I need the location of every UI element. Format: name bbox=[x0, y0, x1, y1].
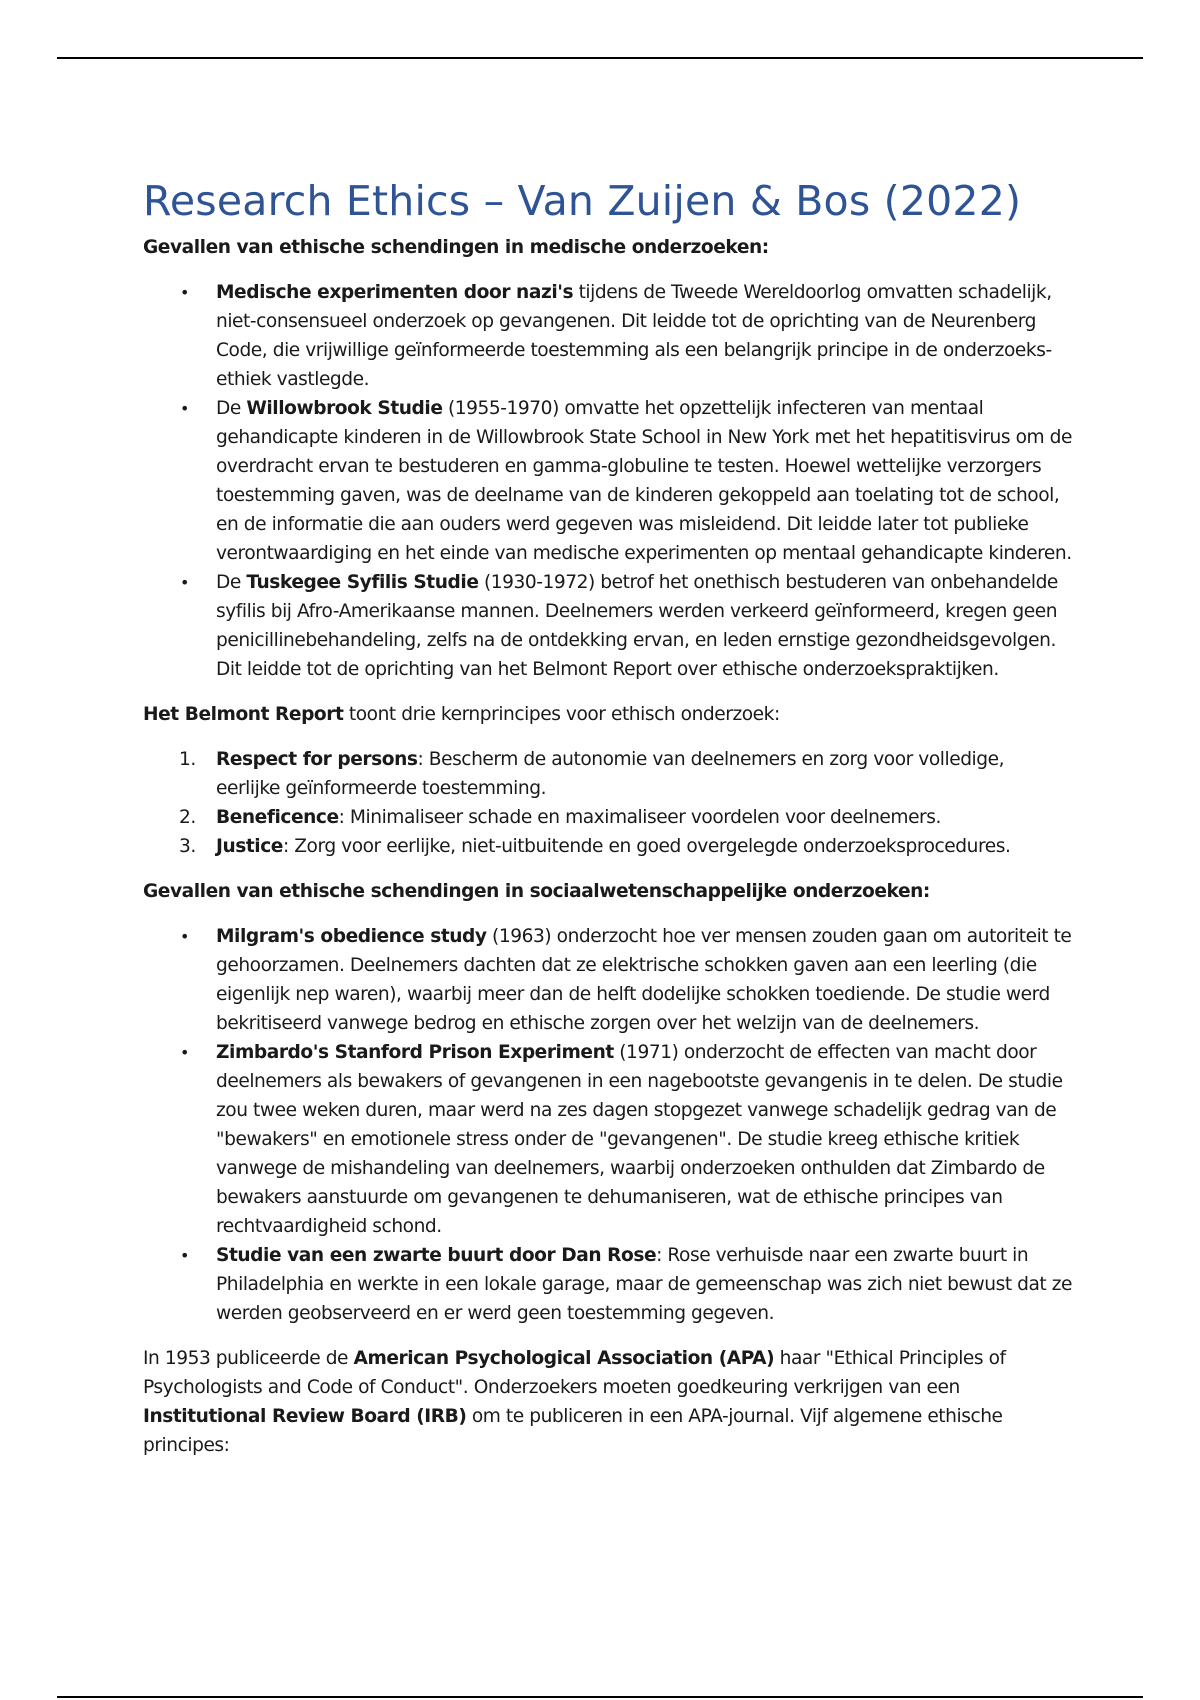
item-text: : Rose verhuisde naar een zwarte buurt in Philadelphia en werkte in een lokale garage, maar de gemeenschap was zich niet bewust dat ze werden geobserveerd en er werd geen toestemming gegeven. bbox=[216, 1245, 1073, 1324]
item-bold: Willowbrook Studie bbox=[246, 398, 443, 419]
page-top-rule bbox=[57, 57, 1143, 59]
list-item bbox=[143, 394, 1073, 568]
bullet-marker: • bbox=[180, 573, 189, 592]
document-body bbox=[143, 172, 1073, 1476]
list-item bbox=[143, 568, 1073, 684]
number-marker: 2. bbox=[179, 807, 196, 828]
item-bold: Zimbardo's Stanford Prison Experiment bbox=[216, 1042, 614, 1063]
social-cases-list bbox=[143, 922, 1073, 1328]
belmont-intro bbox=[143, 700, 1073, 729]
belmont-title: Het Belmont Report bbox=[143, 704, 344, 725]
item-prefix: De bbox=[216, 572, 247, 593]
apa-name: American Psychological Association (APA) bbox=[353, 1348, 775, 1369]
page-bottom-rule bbox=[57, 1696, 1143, 1698]
item-text: (1930-1972) betrof het onethisch bestuderen van onbehandelde syfilis bij Afro-Amerikaanse mannen. Deelnemers werden verkeerd geïnformeerd, kregen geen penicillinebehandeling, zelfs na de ontdekking ervan, en leden ernstige gezondheidsgevolgen. Dit leidde tot de oprichting van het Belmont Report over ethische onderzoekspraktijken. bbox=[216, 572, 1058, 680]
list-item bbox=[143, 803, 1073, 832]
item-bold: Respect for persons bbox=[216, 749, 418, 770]
apa-text-1: In 1953 publiceerde de bbox=[143, 1348, 354, 1369]
list-item bbox=[143, 832, 1073, 861]
apa-text-2: haar "Ethical Principles of Psychologists and Code of Conduct". Onderzoekers moeten goedkeuring verkrijgen van een bbox=[143, 1348, 1006, 1398]
section-heading-social: Gevallen van ethische schendingen in sociaalwetenschappelijke onderzoeken: bbox=[143, 881, 930, 902]
item-prefix: De bbox=[216, 398, 247, 419]
medical-cases-list bbox=[143, 278, 1073, 684]
item-text: (1971) onderzocht de effecten van macht door deelnemers als bewakers of gevangenen in een nagebootste gevangenis in te delen. De studie zou twee weken duren, maar werd na zes dagen stopgezet vanwege schadelijk gedrag van de "bewakers" en emotionele stress onder de "gevangenen". De studie kreeg ethische kritiek vanwege de mishandeling van deelnemers, waarbij onderzoeken onthulden dat Zimbardo de bewakers aanstuurde om gevangenen te dehumaniseren, wat de ethische principes van rechtvaardigheid schond. bbox=[216, 1042, 1063, 1237]
bullet-marker: • bbox=[180, 283, 189, 302]
document-title: Research Ethics – Van Zuijen & Bos (2022) bbox=[143, 177, 1022, 225]
belmont-intro-text: toont drie kernprincipes voor ethisch onderzoek: bbox=[343, 704, 780, 725]
item-text: : Minimaliseer schade en maximaliseer voordelen voor deelnemers. bbox=[338, 807, 941, 828]
item-text: : Bescherm de autonomie van deelnemers en zorg voor volledige, eerlijke geïnformeerde toestemming. bbox=[216, 749, 1005, 799]
irb-name: Institutional Review Board (IRB) bbox=[143, 1406, 467, 1427]
item-bold: Justice bbox=[216, 836, 283, 857]
apa-text-3: om te publiceren in een APA-journal. Vijf algemene ethische principes: bbox=[143, 1406, 1003, 1456]
item-bold: Milgram's obedience study bbox=[216, 926, 487, 947]
item-bold: Beneficence bbox=[216, 807, 339, 828]
section-heading-medical: Gevallen van ethische schendingen in medische onderzoeken: bbox=[143, 237, 769, 258]
belmont-principles-list bbox=[143, 745, 1073, 861]
item-text: (1963) onderzocht hoe ver mensen zouden gaan om autoriteit te gehoorzamen. Deelnemers dachten dat ze elektrische schokken gaven aan een leerling (die eigenlijk nep waren), waarbij meer dan de helft dodelijke schokken toediende. De studie werd bekritiseerd vanwege bedrog en ethische zorgen over het welzijn van de deelnemers. bbox=[216, 926, 1072, 1034]
item-bold: Tuskegee Syfilis Studie bbox=[246, 572, 479, 593]
number-marker: 3. bbox=[179, 836, 196, 857]
list-item bbox=[143, 278, 1073, 394]
bullet-marker: • bbox=[180, 399, 189, 418]
item-text: tijdens de Tweede Wereldoorlog omvatten schadelijk, niet-consensueel onderzoek op gevangenen. Dit leidde tot de oprichting van de Neurenberg Code, die vrijwillige geïnformeerde toestemming als een belangrijk principe in de onderzoeks-ethiek vastlegde. bbox=[216, 282, 1052, 390]
item-text: : Zorg voor eerlijke, niet-uitbuitende en goed overgelegde onderzoeksprocedures. bbox=[282, 836, 1011, 857]
item-bold: Medische experimenten door nazi's bbox=[216, 282, 574, 303]
bullet-marker: • bbox=[180, 1043, 189, 1062]
item-bold: Studie van een zwarte buurt door Dan Rose bbox=[216, 1245, 657, 1266]
bullet-marker: • bbox=[180, 927, 189, 946]
number-marker: 1. bbox=[179, 749, 196, 770]
list-item bbox=[143, 1241, 1073, 1328]
apa-paragraph bbox=[143, 1344, 1073, 1460]
list-item bbox=[143, 1038, 1073, 1241]
item-text: (1955-1970) omvatte het opzettelijk infecteren van mentaal gehandicapte kinderen in de Willowbrook State School in New York met het hepatitisvirus om de overdracht ervan te bestuderen en gamma-globuline te testen. Hoewel wettelijke verzorgers toestemming gaven, was de deelname van de kinderen gekoppeld aan toelating tot de school, en de informatie die aan ouders werd gegeven was misleidend. Dit leidde later tot publieke verontwaardiging en het einde van medische experimenten op mentaal gehandicapte kinderen. bbox=[216, 398, 1072, 564]
bullet-marker: • bbox=[180, 1246, 189, 1265]
list-item bbox=[143, 745, 1073, 803]
list-item bbox=[143, 922, 1073, 1038]
